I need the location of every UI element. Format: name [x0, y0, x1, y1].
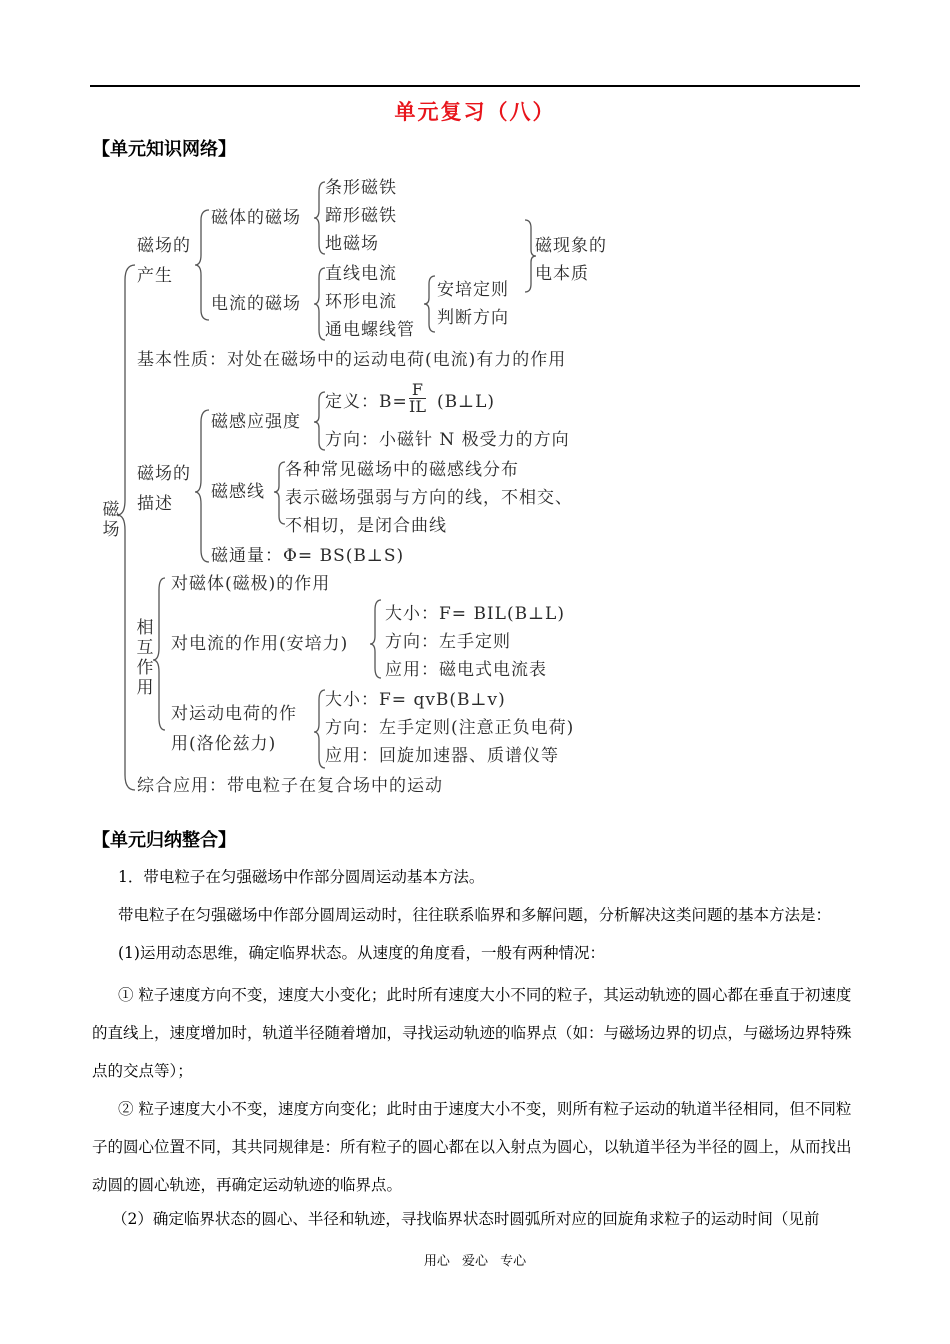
- current-item: 环形电流: [325, 292, 397, 312]
- interaction-label-char: 作: [136, 658, 154, 678]
- on-charge-line2: 用(洛伦兹力): [171, 734, 277, 754]
- magnet-item: 蹄形磁铁: [325, 206, 397, 226]
- describe-label-line1: 磁场的: [137, 464, 191, 484]
- definition-suffix: (B⊥L): [437, 392, 496, 412]
- charge-force-item: 应用：回旋加速器、质谱仪等: [325, 746, 559, 766]
- paragraph: （2）确定临界状态的圆心、半径和轨迹，寻找临界状态时圆弧所对应的回旋角求粒子的运动时间（见前: [112, 1210, 820, 1228]
- on-magnet-text: 对磁体(磁极)的作用: [171, 574, 331, 594]
- knowledge-network-diagram: [95, 170, 635, 810]
- essence-line2: 电本质: [535, 264, 589, 284]
- paragraph: ② 粒子速度大小不变，速度方向变化；此时由于速度大小不变，则所有粒子运动的轨道半径相同，但不同粒子的圆心位置不同，其共同规律是：所有粒子的圆心都在以入射点为圆心，以轨道半径为半径的圆上，从而找出动圆的圆心轨迹，再确定运动轨迹的临界点。: [92, 1100, 852, 1194]
- ampere-rule-line1: 安培定则: [437, 280, 509, 300]
- field-lines-label: 磁感线: [211, 482, 265, 502]
- root-label: 磁场: [102, 500, 120, 540]
- produce-label-line1: 磁场的: [137, 236, 191, 256]
- interaction-label-char: 相: [136, 618, 154, 638]
- section-heading-network: 【单元知识网络】: [92, 139, 236, 160]
- definition-fraction: $\frac{F}{IL}$: [409, 380, 426, 416]
- interaction-label-char: 互: [136, 638, 154, 658]
- intensity-label: 磁感应强度: [211, 412, 301, 432]
- comprehensive-application: 综合应用：带电粒子在复合场中的运动: [137, 776, 443, 796]
- ampere-rule-line2: 判断方向: [437, 308, 509, 328]
- field-lines-item: 各种常见磁场中的磁感线分布: [285, 460, 519, 480]
- flux-text: 磁通量：Φ= BS(B⊥S): [211, 546, 405, 566]
- essence-line1: 磁现象的: [535, 236, 607, 256]
- charge-force-item: 方向：左手定则(注意正负电荷): [325, 718, 575, 738]
- paragraph: 带电粒子在匀强磁场中作部分圆周运动时，往往联系临界和多解问题，分析解决这类问题的基本方法是：: [118, 906, 832, 924]
- magnet-item: 条形磁铁: [325, 178, 397, 198]
- charge-force-item: 大小：F= qvB(B⊥v): [325, 690, 506, 710]
- definition-prefix: 定义：B=: [325, 392, 408, 412]
- paragraph: ① 粒子速度方向不变，速度大小变化；此时所有速度大小不同的粒子，其运动轨迹的圆心都在垂直于初速度的直线上，速度增加时，轨道半径随着增加，寻找运动轨迹的临界点（如：与磁场边界的切点，与磁场边界特殊点的交点等）；: [92, 986, 852, 1080]
- current-item: 通电螺线管: [325, 320, 415, 340]
- on-charge-line1: 对运动电荷的作: [171, 704, 297, 724]
- interaction-label-char: 用: [136, 678, 154, 698]
- current-item: 直线电流: [325, 264, 397, 284]
- page-title: 单元复习（八）: [394, 100, 556, 124]
- current-field-label: 电流的磁场: [211, 294, 301, 314]
- basic-property: 基本性质：对处在磁场中的运动电荷(电流)有力的作用: [137, 350, 567, 370]
- paragraph: 1．带电粒子在匀强磁场中作部分圆周运动基本方法。: [118, 868, 485, 886]
- direction-text: 方向：小磁针 N 极受力的方向: [325, 430, 570, 450]
- page-footer: 用心 爱心 专心: [423, 1254, 527, 1269]
- paragraph: (1)运用动态思维，确定临界状态。从速度的角度看，一般有两种情况：: [118, 944, 605, 962]
- describe-label-line2: 描述: [137, 494, 173, 514]
- field-lines-item: 表示磁场强弱与方向的线，不相交、: [285, 488, 573, 508]
- section-heading-summary: 【单元归纳整合】: [92, 830, 236, 851]
- field-lines-item: 不相切，是闭合曲线: [285, 516, 447, 536]
- magnet-item: 地磁场: [325, 234, 379, 254]
- magnet-field-label: 磁体的磁场: [211, 208, 301, 228]
- on-current-label: 对电流的作用(安培力): [171, 634, 349, 654]
- current-force-item: 应用：磁电式电流表: [385, 660, 547, 680]
- produce-label-line2: 产生: [137, 266, 173, 286]
- current-force-item: 方向：左手定则: [385, 632, 511, 652]
- current-force-item: 大小：F= BIL(B⊥L): [385, 604, 565, 624]
- header-rule: [90, 85, 860, 87]
